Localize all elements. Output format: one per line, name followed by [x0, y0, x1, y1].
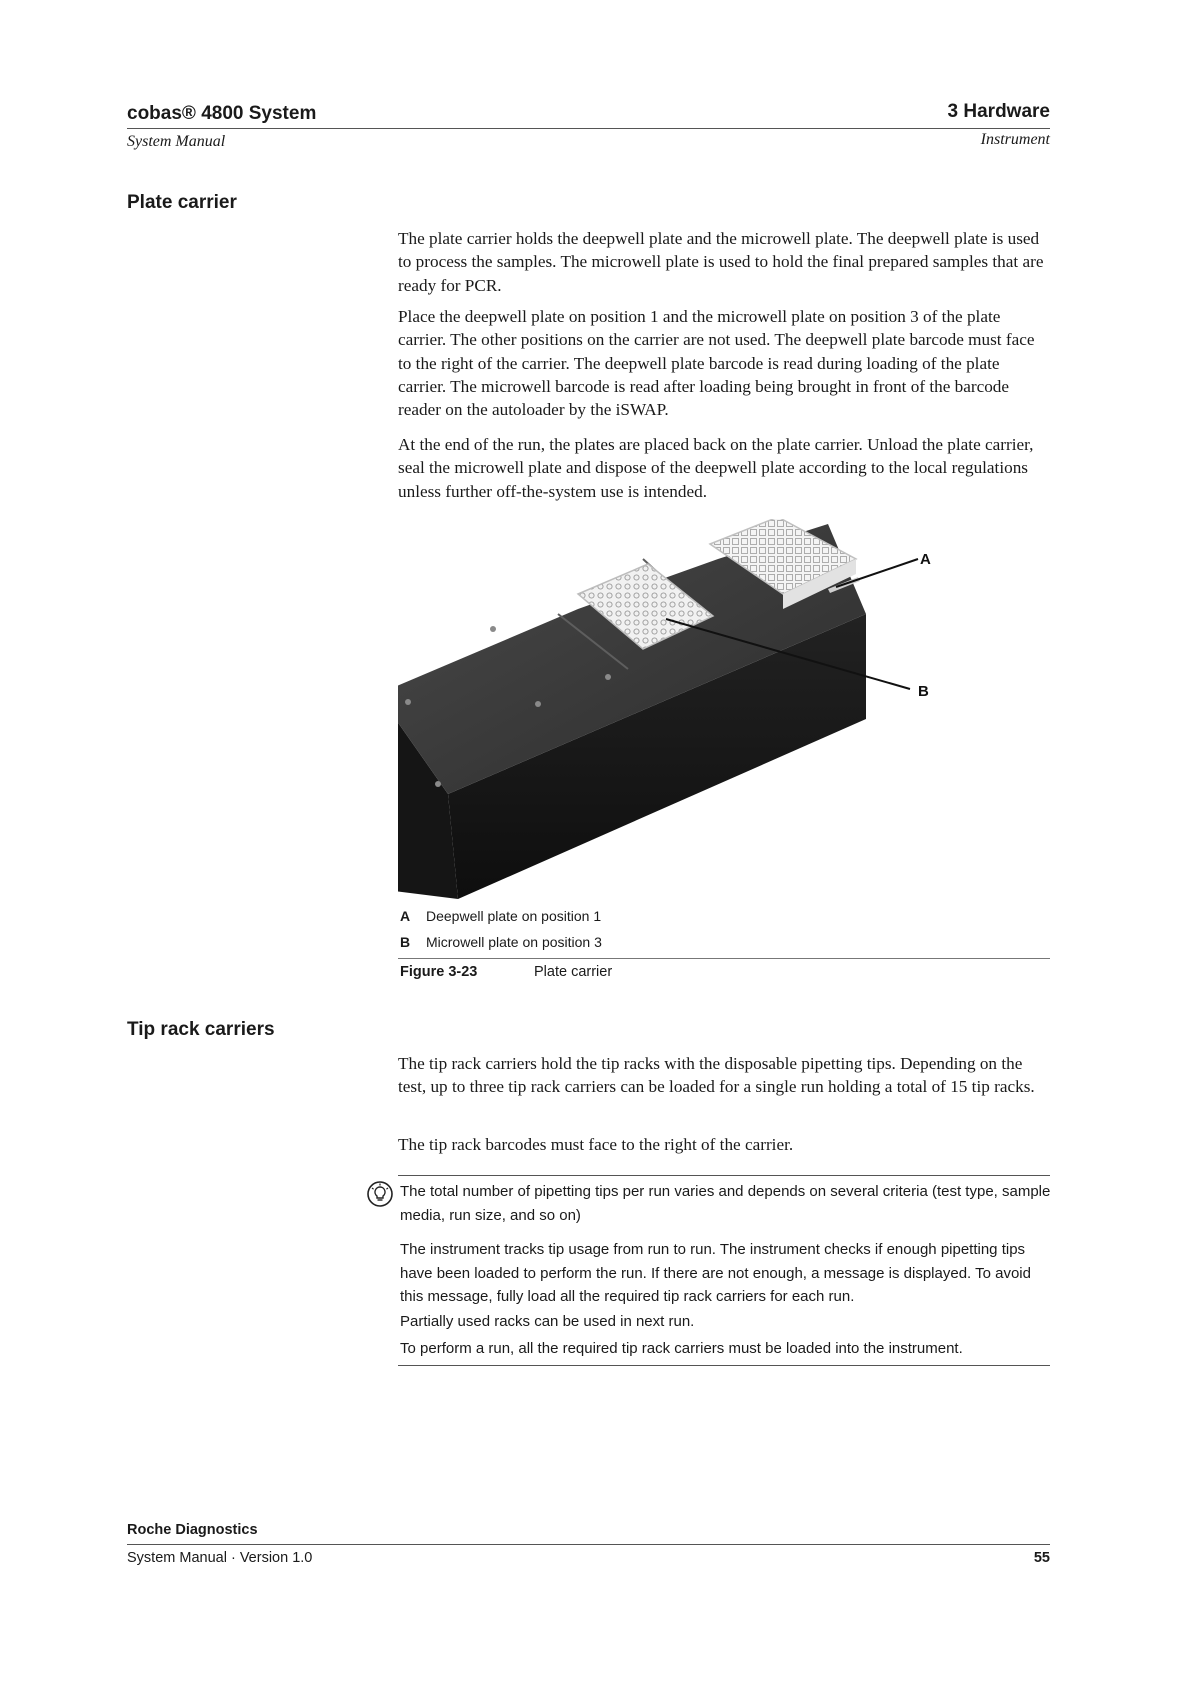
- page-number: 55: [1033, 1550, 1050, 1566]
- footer-divider: [127, 1544, 1050, 1545]
- note-text: Partially used racks can be used in next run.: [400, 1313, 695, 1330]
- note-text: The total number of pipetting tips per run varies and depends on several criteria (test type, sample media, run size, and so on): [400, 1183, 1051, 1224]
- figure-number: Figure 3-23: [400, 964, 478, 980]
- footer-version: System Manual · Version 1.0: [127, 1550, 313, 1566]
- chapter-title: 3 Hardware: [947, 101, 1050, 122]
- legend-text: Deepwell plate on position 1: [426, 908, 602, 924]
- note-text: The instrument tracks tip usage from run to run. The instrument checks if enough pipetting tips have been loaded to perform the run. If there are not enough, a message is displayed. To avoid this message, fully load all the required tip rack carriers for each run.: [400, 1241, 1031, 1305]
- paragraph: Place the deepwell plate on position 1 and the microwell plate on position 3 of the plate carrier. The other positions on the carrier are not used. The deepwell plate barcode must face to the right of the carrier. The deepwell plate barcode is read during loading of the plate carrier. The microwell barcode is read after loading being brought in front of the barcode reader on the autoloader by the iSWAP.: [398, 307, 1035, 420]
- paragraph: At the end of the run, the plates are placed back on the plate carrier. Unload the plate carrier, seal the microwell plate and dispose of the deepwell plate according to the local regulations unless further off-the-system use is intended.: [398, 435, 1034, 501]
- header-divider: [127, 128, 1050, 129]
- paragraph: The tip rack barcodes must face to the right of the carrier.: [398, 1135, 794, 1154]
- figure-legend-a: [400, 908, 601, 924]
- section-subtitle: Instrument: [980, 131, 1050, 148]
- callout-b: B: [918, 683, 929, 700]
- callout-a: A: [920, 551, 931, 568]
- note-text: To perform a run, all the required tip rack carriers must be loaded into the instrument.: [400, 1340, 963, 1357]
- paragraph: The tip rack carriers hold the tip racks with the disposable pipetting tips. Depending on the test, up to three tip rack carriers can be loaded for a single run holding a total of 15 tip racks.: [398, 1054, 1035, 1097]
- lightbulb-icon: [366, 1180, 394, 1208]
- figure-legend-b: [400, 934, 602, 950]
- doc-subtitle: System Manual: [127, 133, 226, 150]
- legend-text: Microwell plate on position 3: [426, 934, 602, 950]
- product-title: cobas® 4800 System: [127, 103, 317, 124]
- figure-title: Plate carrier: [534, 964, 613, 980]
- legend-key: B: [400, 934, 411, 950]
- legend-key: A: [400, 908, 411, 924]
- figure-divider: [398, 958, 1050, 959]
- note-divider-bottom: [398, 1365, 1050, 1366]
- paragraph: The plate carrier holds the deepwell plate and the microwell plate. The deepwell plate is used to process the samples. The microwell plate is used to hold the final prepared samples that are ready for PCR.: [398, 229, 1044, 295]
- plate-carrier-illustration: [398, 519, 958, 899]
- note-divider-top: [398, 1175, 1050, 1176]
- section-heading-tip-rack-carriers: Tip rack carriers: [127, 1019, 275, 1040]
- section-heading-plate-carrier: Plate carrier: [127, 192, 237, 213]
- footer-organization: Roche Diagnostics: [127, 1522, 258, 1538]
- figure-caption: [400, 964, 612, 980]
